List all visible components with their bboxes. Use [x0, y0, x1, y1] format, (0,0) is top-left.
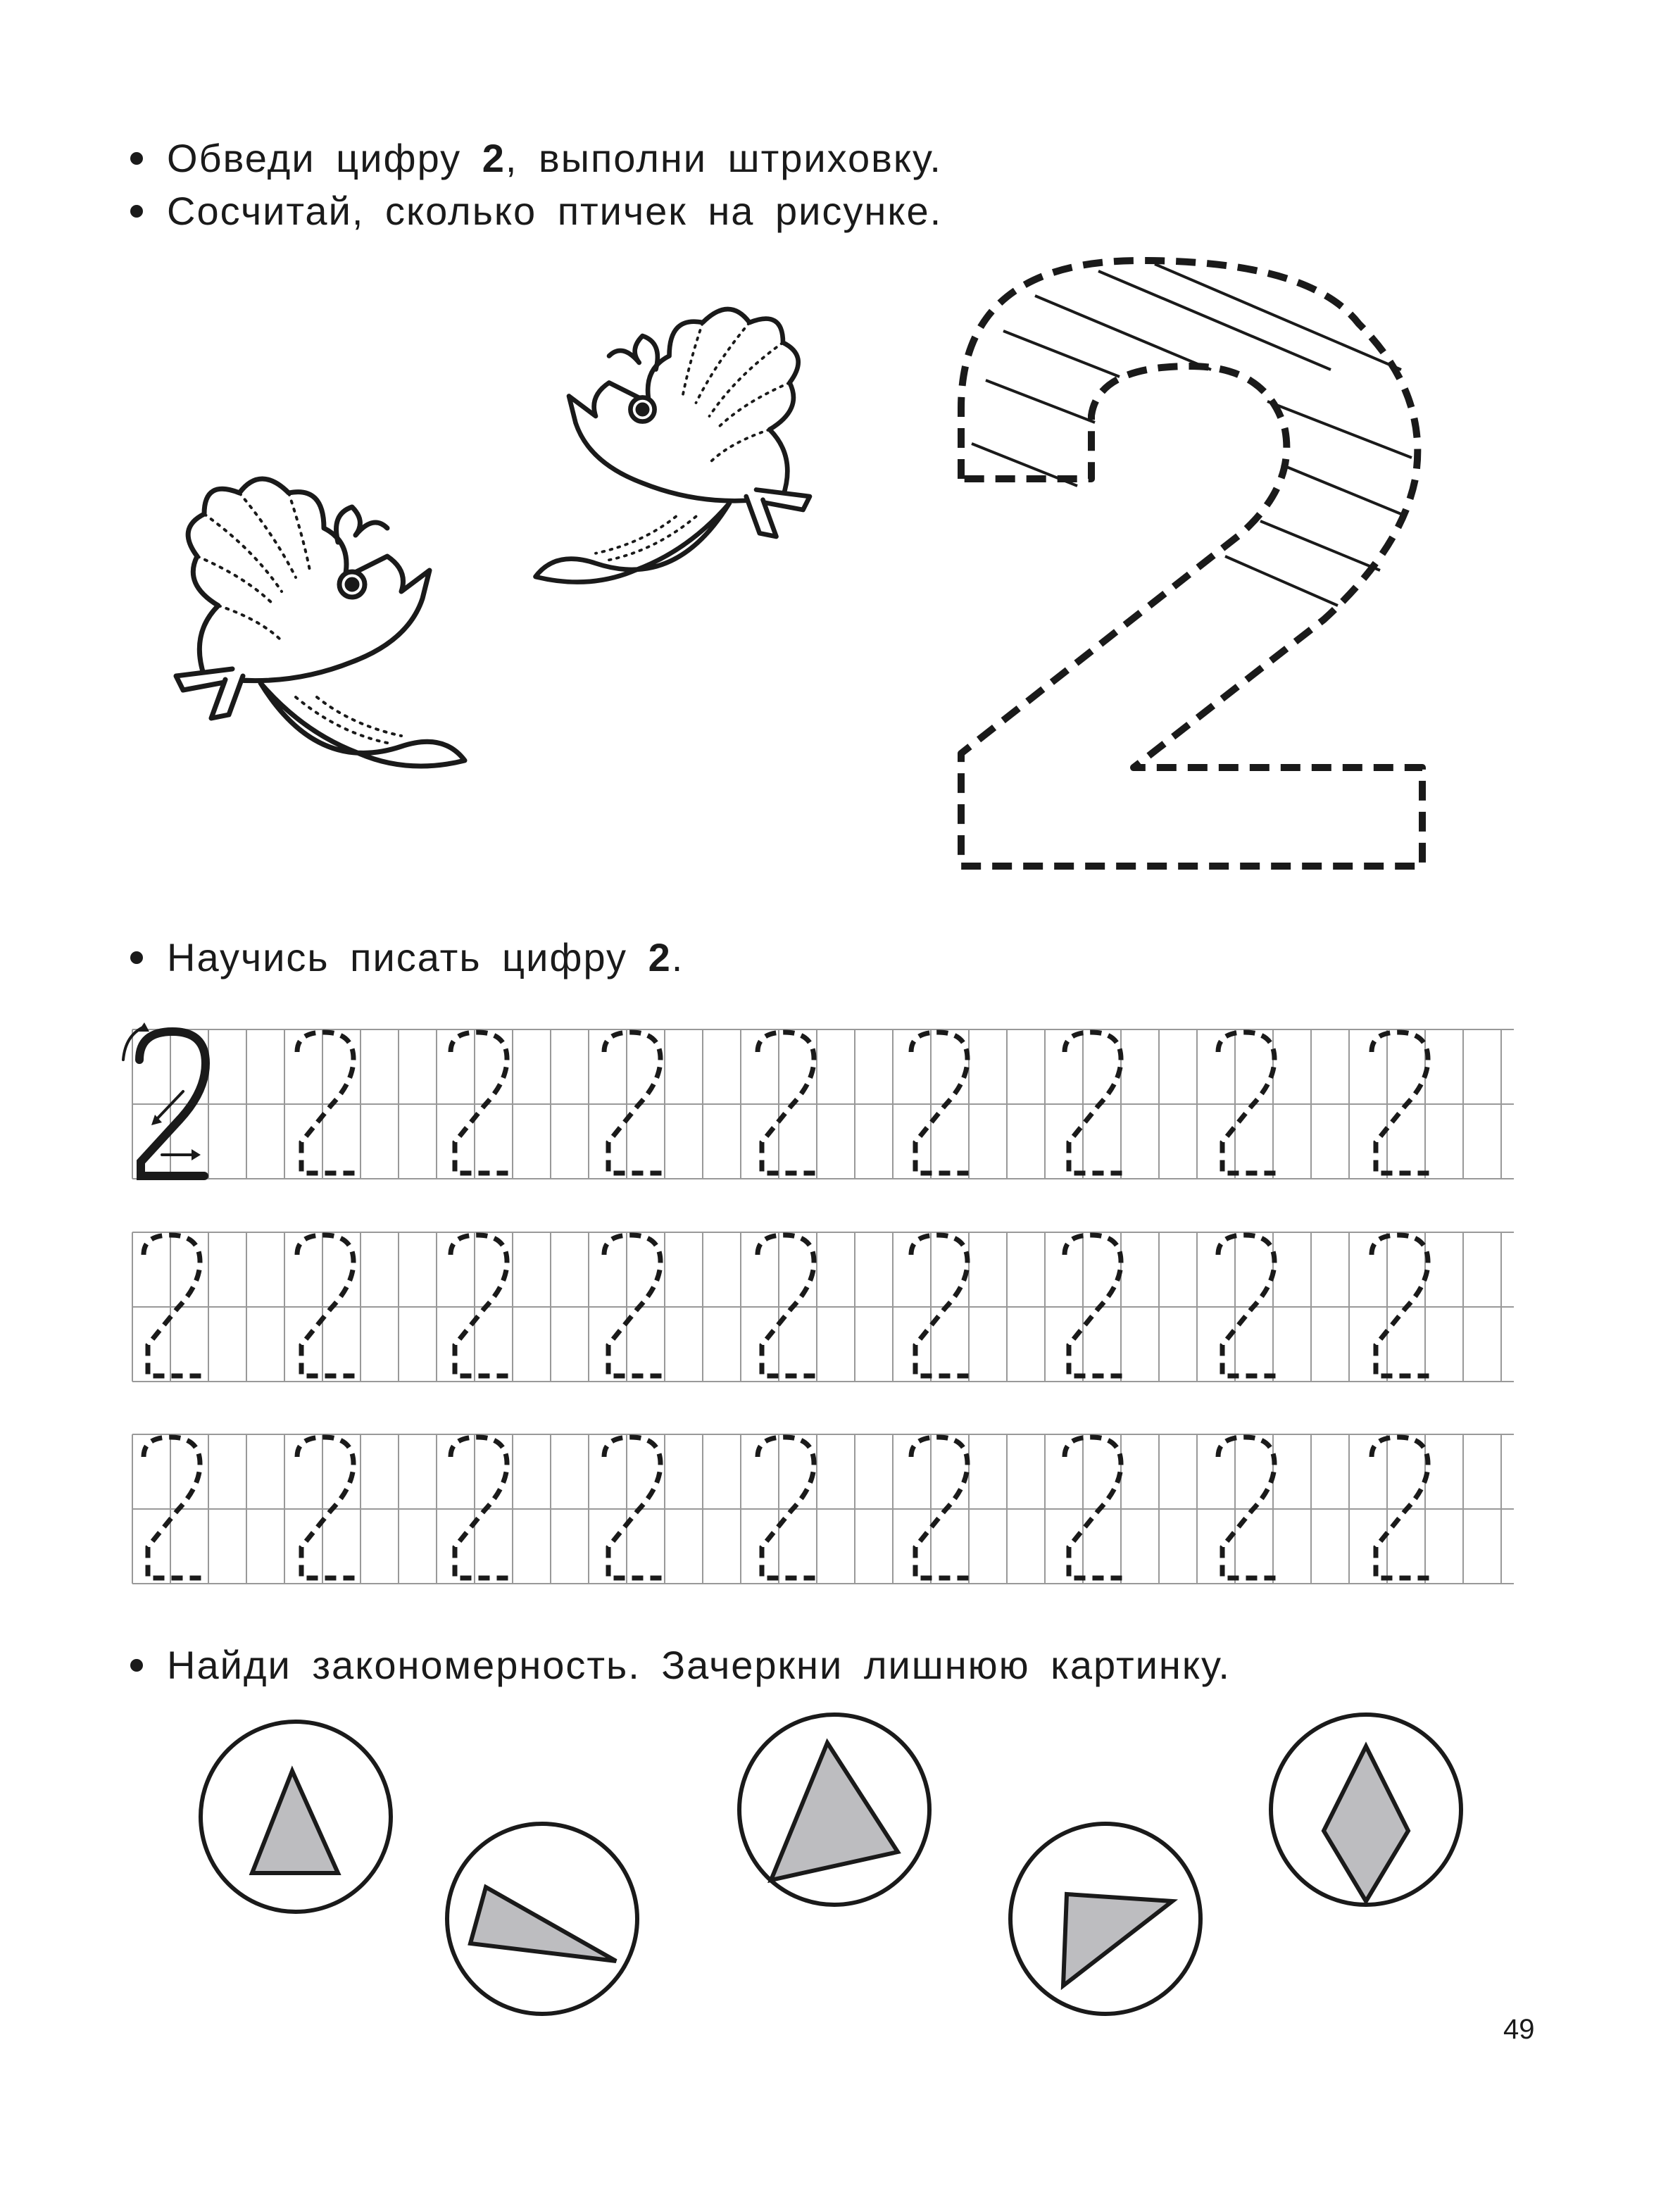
dashed-digit-two-icon: [144, 1437, 206, 1578]
shape-circle: [201, 1722, 391, 1912]
dashed-digit-two-icon: [297, 1437, 359, 1578]
dashed-digit-two-icon: [451, 1235, 513, 1376]
bird-icon: [176, 479, 465, 766]
dashed-digit-two-icon: [911, 1235, 973, 1376]
page-number: 49: [1503, 2014, 1535, 2045]
instruction-count-birds: Сосчитай, сколько птичек на рисунке.: [130, 187, 942, 236]
sample-digit-two-icon: [123, 1022, 206, 1176]
dashed-digit-two-icon: [1065, 1235, 1127, 1376]
dashed-digit-two-icon: [1218, 1437, 1280, 1578]
instruction-learn-write: Научись писать цифру 2.: [130, 933, 684, 982]
dashed-digit-two-icon: [604, 1437, 666, 1578]
dashed-digit-two-icon: [1065, 1032, 1127, 1173]
dashed-digit-two-icon: [1372, 1235, 1434, 1376]
practice-row: [132, 1029, 1514, 1179]
practice-row: [132, 1232, 1514, 1382]
shape-circle: [447, 1824, 637, 2014]
dashed-digit-two-icon: [604, 1235, 666, 1376]
traceable-digit-two-icon: [961, 261, 1422, 866]
dashed-digit-two-icon: [911, 1437, 973, 1578]
practice-row: [132, 1434, 1514, 1584]
dashed-digit-two-icon: [1372, 1437, 1434, 1578]
shape-circle: [739, 1715, 929, 1905]
dashed-digit-two-icon: [297, 1235, 359, 1376]
instruction-find-pattern: Найди закономерность. Зачеркни лишнюю картинку.: [130, 1641, 1231, 1690]
dashed-digit-two-icon: [451, 1437, 513, 1578]
shape-circle: [1010, 1824, 1201, 2014]
dashed-digit-two-icon: [911, 1032, 973, 1173]
dashed-digit-two-icon: [604, 1032, 666, 1173]
shape-circle: [1271, 1715, 1461, 1905]
dashed-digit-two-icon: [451, 1032, 513, 1173]
dashed-digit-two-icon: [1218, 1032, 1280, 1173]
dashed-digit-two-icon: [758, 1235, 820, 1376]
bird-icon: [536, 309, 810, 582]
dashed-digit-two-icon: [1372, 1032, 1434, 1173]
dashed-digit-two-icon: [1065, 1437, 1127, 1578]
dashed-digit-two-icon: [758, 1437, 820, 1578]
instruction-trace: Обведи цифру 2, выполни штриховку.: [130, 134, 942, 183]
dashed-digit-two-icon: [1218, 1235, 1280, 1376]
dashed-digit-two-icon: [297, 1032, 359, 1173]
dashed-digit-two-icon: [144, 1235, 206, 1376]
dashed-digit-two-icon: [758, 1032, 820, 1173]
